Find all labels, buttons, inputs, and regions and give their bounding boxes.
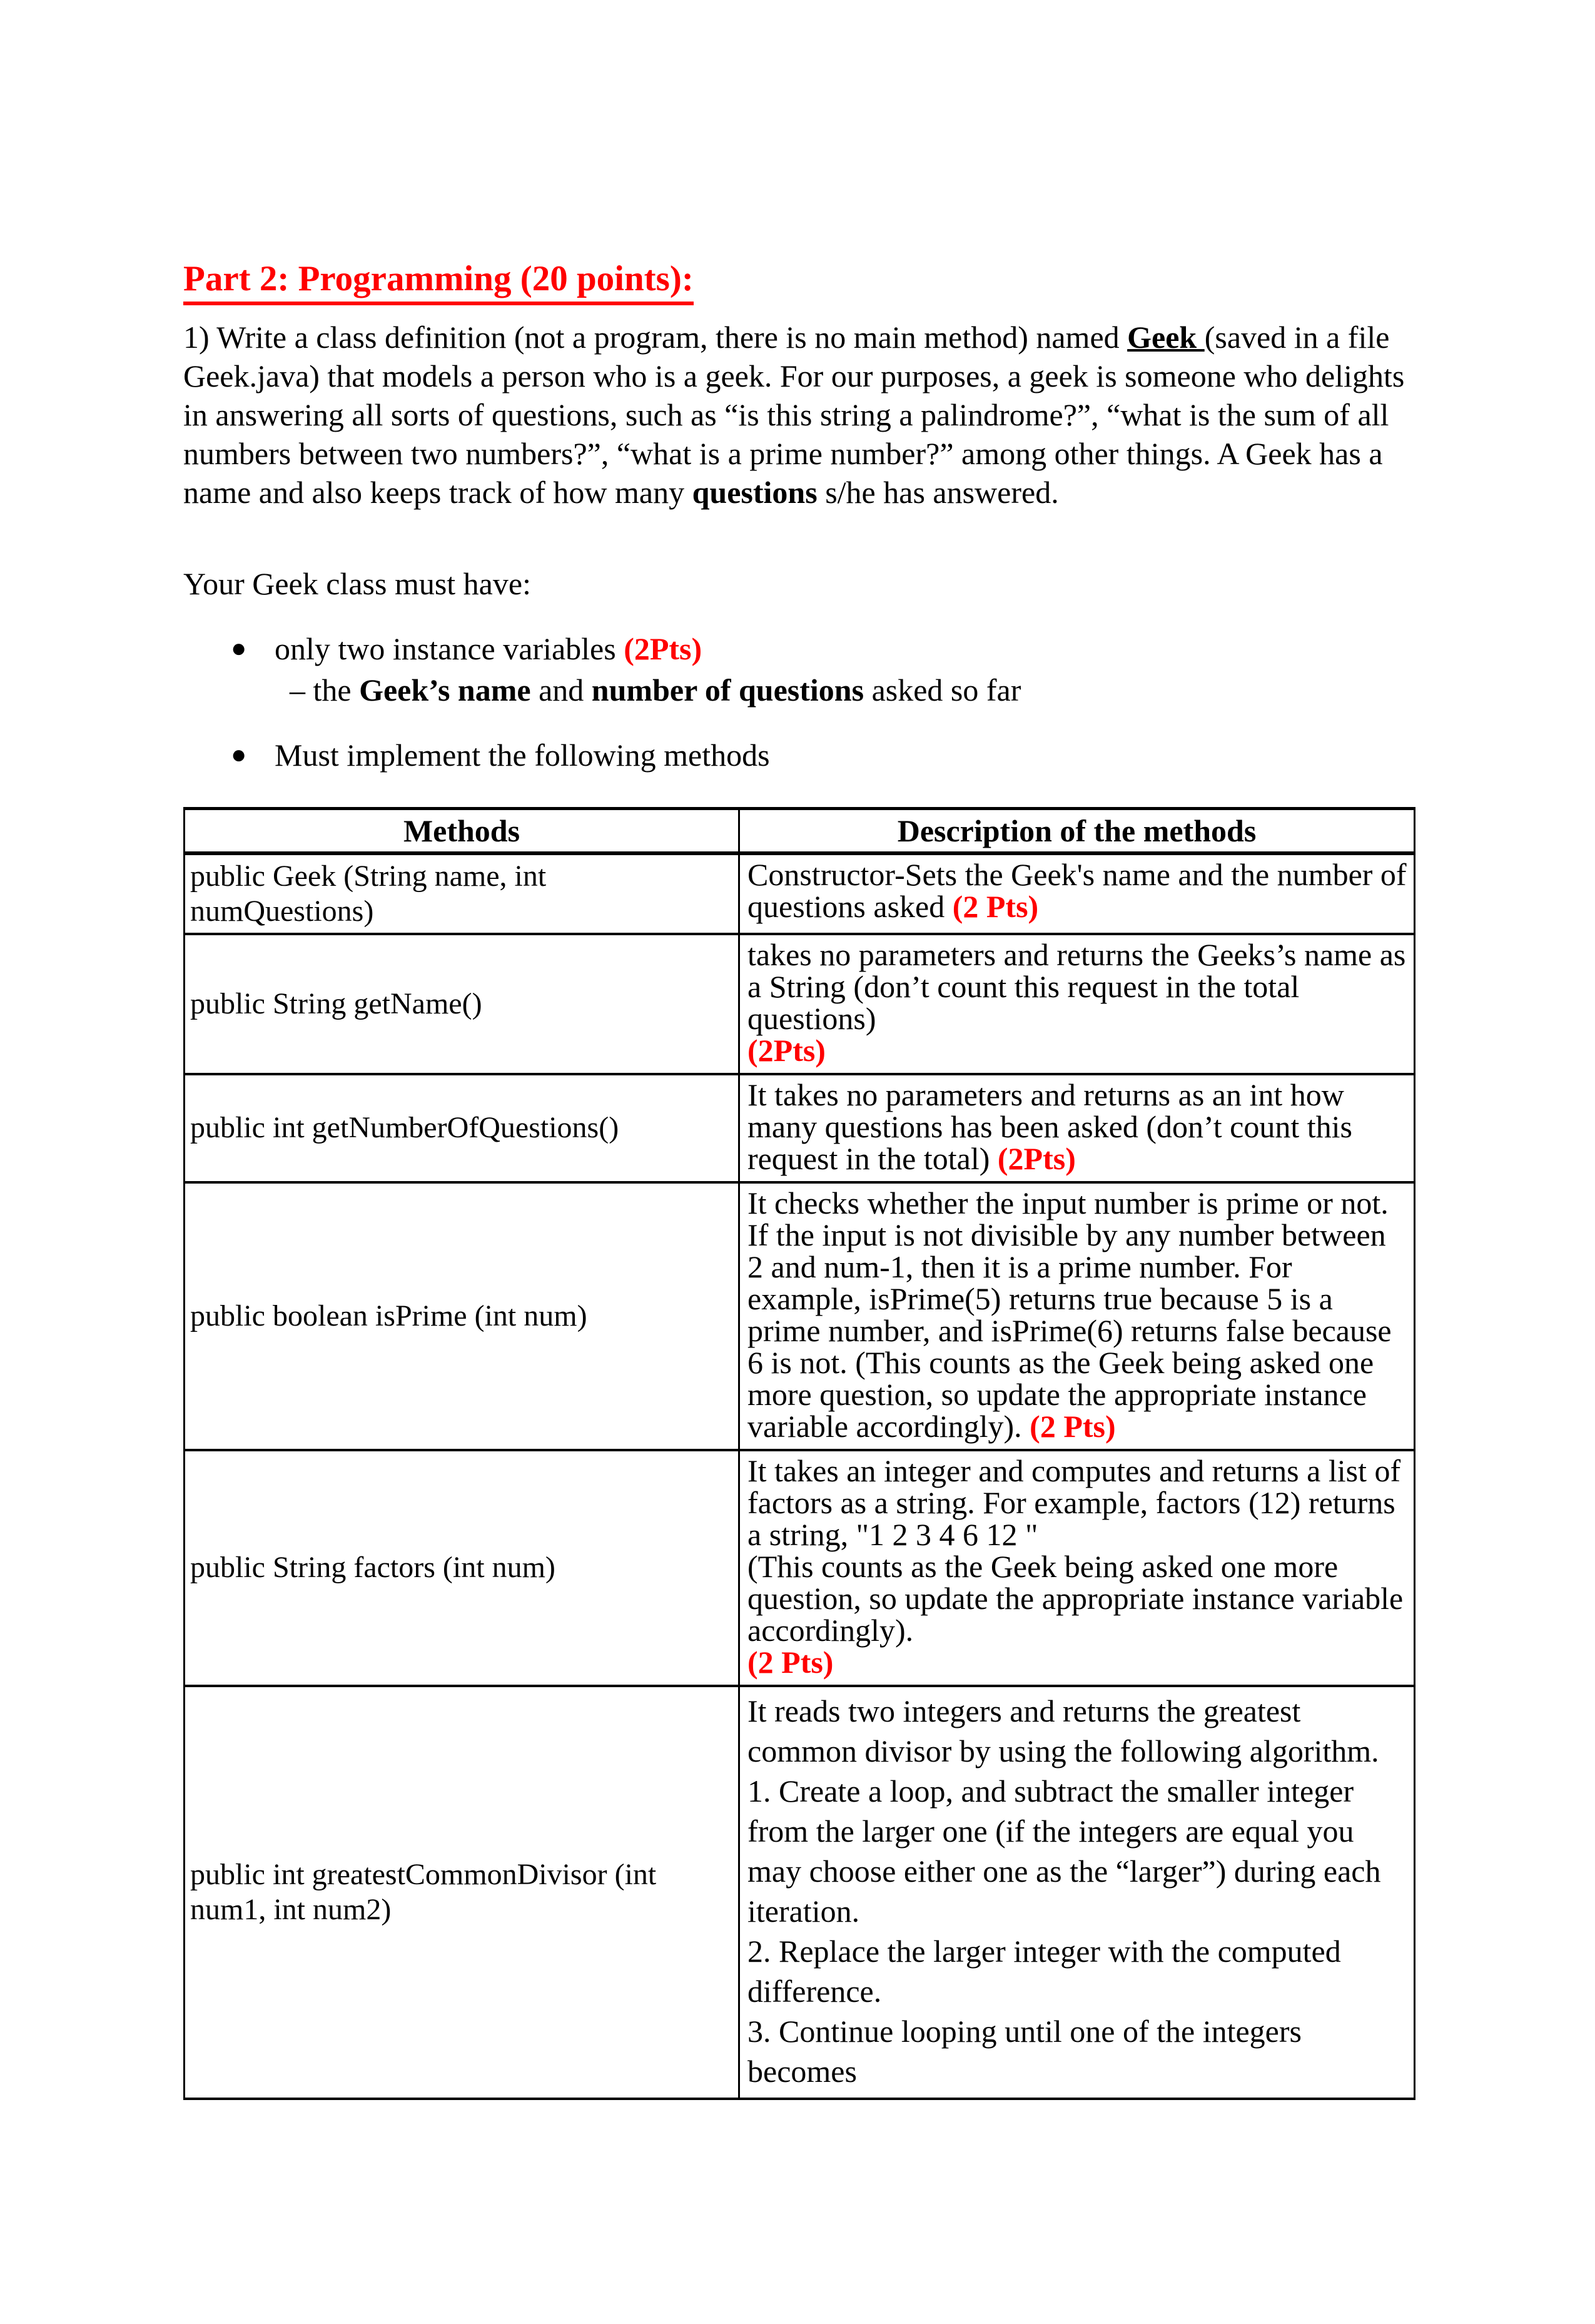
table-row-greatestcommondivisor (185, 1686, 1415, 2099)
table-header-row (185, 808, 1415, 853)
description-cell: It reads two integers and returns the greatest common divisor by using the following algorithm. 1. Create a loop, and subtract the smaller integer from the larger one (if the integers are equal you may choose either one as the “larger”) during each iteration. 2. Replace the larger integer with the computed difference. 3. Continue looping until one of the integers becomes (739, 1686, 1415, 2099)
table-row-factors (185, 1450, 1415, 1686)
table-row-getnumberofquestions (185, 1074, 1415, 1182)
method-cell: public int greatestCommonDivisor (int num1, int num2) (185, 1686, 739, 2099)
intro-paragraph: 1) Write a class definition (not a program, there is no main method) named Geek (saved in a file Geek.java) that models a person who is a geek. For our purposes, a geek is someone who delights in answering all sorts of questions, such as “is this string a palindrome?”, “what is the sum of all numbers between two numbers?”, “what is a prime number?” among other things. A Geek has a name and also keeps track of how many questions s/he has answered. (183, 319, 1405, 510)
bullet-icon: ● (231, 634, 247, 663)
bullet-list (183, 629, 1417, 774)
bullet-item-instance-variables (183, 629, 1417, 668)
methods-table (183, 807, 1415, 2100)
section-title (183, 260, 1417, 299)
bullet-icon: ● (231, 740, 247, 769)
bullet-item-implement-methods (183, 736, 1417, 774)
description-cell: takes no parameters and returns the Geeks’s name as a String (don’t count this request in the total questions) (2Pts) (739, 934, 1415, 1074)
method-cell: public boolean isPrime (int num) (185, 1182, 739, 1450)
description-cell: It takes an integer and computes and returns a list of factors as a string. For example, factors (12) returns a string, "1 2 3 4 6 12 " (This counts as the Geek being asked one more question, so update the appropriate instance variable accordingly). (2 Pts) (739, 1450, 1415, 1686)
document-page (0, 260, 1595, 2324)
description-cell: It takes no parameters and returns as an int how many questions has been asked (don’t count this request in the total) (2Pts) (739, 1074, 1415, 1182)
bullet-subtext: – the Geek’s name and number of questions asked so far (290, 672, 1021, 708)
section-title-text: Part 2: Programming (20 points): (183, 259, 694, 305)
bullet-text: Must implement the following methods (275, 737, 770, 773)
bullet-text: only two instance variables (2Pts) (275, 631, 702, 666)
method-cell: public Geek (String name, int numQuestions) (185, 853, 739, 934)
method-cell: public int getNumberOfQuestions() (185, 1074, 739, 1182)
table-row-constructor (185, 853, 1415, 934)
table-row-getname (185, 934, 1415, 1074)
table-header-description: Description of the methods (739, 808, 1415, 853)
method-cell: public String factors (int num) (185, 1450, 739, 1686)
table-row-isprime (185, 1182, 1415, 1450)
description-cell: Constructor-Sets the Geek's name and the number of questions asked (2 Pts) (739, 853, 1415, 934)
requirements-heading: Your Geek class must have: (183, 566, 531, 601)
description-cell: It checks whether the input number is prime or not. If the input is not divisible by any number between 2 and num-1, then it is a prime number. For example, isPrime(5) returns true because 5 is a prime number, and isPrime(6) returns false because 6 is not. (This counts as the Geek being asked one more question, so update the appropriate instance variable accordingly). (2 Pts) (739, 1182, 1415, 1450)
method-cell: public String getName() (185, 934, 739, 1074)
table-header-methods: Methods (185, 808, 739, 853)
